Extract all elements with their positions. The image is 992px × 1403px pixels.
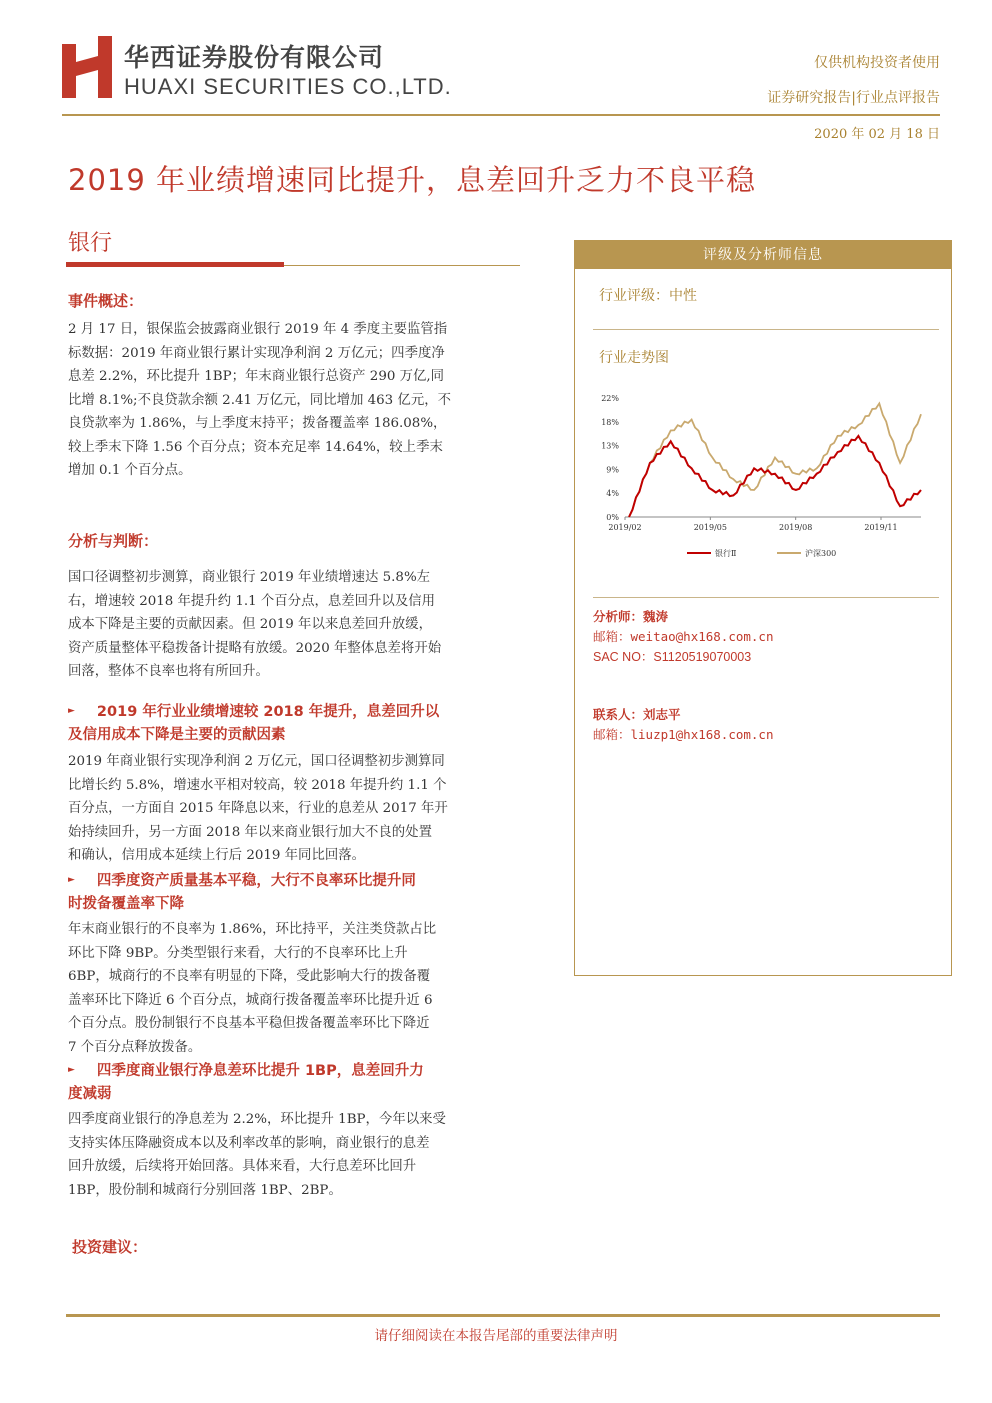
footer-divider bbox=[66, 1314, 940, 1317]
x-tick-label: 2019/08 bbox=[779, 523, 813, 532]
point1-title: ► 2019 年行业业绩增速较 2018 年提升，息差回升以 及信用成本下降是主要的贡献因素 bbox=[68, 703, 440, 744]
y-tick-label: 22% bbox=[601, 394, 619, 403]
contact-name: 联系人：刘志平 bbox=[593, 707, 681, 722]
analysis-heading: 分析与判断： bbox=[68, 532, 159, 550]
industry-trend-chart bbox=[591, 381, 941, 571]
x-tick-label: 2019/05 bbox=[693, 523, 727, 532]
point2-title: ► 四季度资产质量基本平稳，大行不良率环比提升同 时拨备覆盖率下降 bbox=[68, 872, 416, 913]
y-tick-label: 9% bbox=[606, 465, 619, 475]
company-logo bbox=[62, 34, 457, 110]
logo-chinese-name: 华西证券股份有限公司 bbox=[124, 43, 385, 72]
advice-heading: 投资建议： bbox=[72, 1238, 148, 1256]
point2-paragraph: 年末商业银行的不良率为 1.86%，环比持平，关注类贷款占比 环比下降 9BP。分类型银行来看，大行的不良率环比上升 6BP，城商行的不良率有明显的下降，受此影响大行的拨备覆 盖率环比下降近 6 个百分点，城商行拨备覆盖率环比提升近 6 个百分点。股份制银行不良基本平稳但拨备覆盖率环比下降近 7 个百分点释放拨备。 bbox=[68, 922, 437, 1055]
sidebar-divider bbox=[593, 329, 939, 330]
industry-underline-accent bbox=[66, 262, 284, 267]
report-date: 2020 年 02 月 18 日 bbox=[814, 127, 940, 142]
point3-title: ► 四季度商业银行净息差环比提升 1BP，息差回升力 度减弱 bbox=[68, 1062, 424, 1103]
logo-mark-icon bbox=[62, 36, 116, 98]
chart-title: 行业走势图 bbox=[599, 350, 669, 366]
contact-email: 邮箱：liuzp1@hx168.com.cn bbox=[593, 727, 774, 742]
sidebar-divider bbox=[593, 597, 939, 598]
report-title: 2019 年业绩增速同比提升，息差回升乏力不良平稳 bbox=[68, 163, 757, 197]
point1-paragraph: 2019 年商业银行实现净利润 2 万亿元，国口径调整初步测算同 比增长约 5.8%，增速水平相对较高，较 2018 年提升约 1.1 个 百分点，一方面自 2015 年降息以来，行业的息差从 2017 年开 始持续回升，另一方面 2018 年以来商业银行加大不良的处置 和确认，信用成本延续上行后 2019 年同比回落。 bbox=[68, 754, 448, 863]
rating-sidebar bbox=[574, 240, 952, 976]
audience-note: 仅供机构投资者使用 bbox=[814, 55, 940, 71]
y-tick-label: 18% bbox=[601, 417, 619, 427]
triangle-bullet-icon: ► bbox=[68, 706, 75, 716]
event-paragraph: 2 月 17 日，银保监会披露商业银行 2019 年 4 季度主要监管指 标数据：2019 年商业银行累计实现净利润 2 万亿元；四季度净 息差 2.2%，环比提升 1BP；年末商业银行总资产 290 万亿,同 比增 8.1%;不良贷款余额 2.41 万亿元，同比增加 463 亿元，不 良贷款率为 1.86%，与上季度末持平；拨备覆盖率 186.08%， 较上季末下降 1.56 个百分点；资本充足率 14.64%，较上季末 增加 0.1 个百分点。 bbox=[68, 322, 451, 478]
y-tick-label: 0% bbox=[606, 513, 619, 522]
legal-notice: 请仔细阅读在本报告尾部的重要法律声明 bbox=[374, 1328, 618, 1344]
sidebar-header: 评级及分析师信息 bbox=[575, 241, 951, 269]
industry-underline bbox=[284, 265, 520, 266]
event-heading: 事件概述： bbox=[68, 292, 144, 310]
logo-english-name: HUAXI SECURITIES CO.,LTD. bbox=[124, 74, 452, 99]
header-divider bbox=[62, 114, 940, 116]
industry-rating: 行业评级：中性 bbox=[599, 288, 697, 304]
x-tick-label: 2019/02 bbox=[608, 523, 642, 532]
y-tick-label: 4% bbox=[606, 489, 619, 499]
sac-number: SAC NO：S1120519070003 bbox=[593, 650, 752, 664]
analyst-email: 邮箱：weitao@hx168.com.cn bbox=[593, 629, 774, 644]
report-type: 证券研究报告|行业点评报告 bbox=[767, 90, 940, 106]
triangle-bullet-icon: ► bbox=[68, 875, 75, 885]
analyst-name: 分析师：魏涛 bbox=[593, 609, 669, 624]
industry-label: 银行 bbox=[68, 231, 113, 256]
y-tick-label: 13% bbox=[601, 441, 619, 451]
point3-paragraph: 四季度商业银行的净息差为 2.2%，环比提升 1BP，今年以来受 支持实体压降融资成本以及利率改革的影响，商业银行的息差 回升放缓，后续将开始回落。具体来看，大行息差环比回升 1BP，股份制和城商行分别回落 1BP、2BP。 bbox=[68, 1112, 446, 1198]
series-line-银行Ⅱ bbox=[629, 436, 921, 517]
legend-label-bank: 银行Ⅱ bbox=[715, 549, 737, 558]
triangle-bullet-icon: ► bbox=[68, 1065, 75, 1075]
x-tick-label: 2019/11 bbox=[864, 523, 898, 532]
analysis-paragraph: 国口径调整初步测算，商业银行 2019 年业绩增速达 5.8%左 右，增速较 2018 年提升约 1.1 个百分点，息差回升以及信用 成本下降是主要的贡献因素。但 2019 年以来息差回升放缓， 资产质量整体平稳拨备计提略有放缓。2020 年整体息差将开始 回落，整体不良率也将有所回升。 bbox=[68, 570, 442, 679]
legend-label-hs300: 沪深300 bbox=[805, 549, 837, 558]
